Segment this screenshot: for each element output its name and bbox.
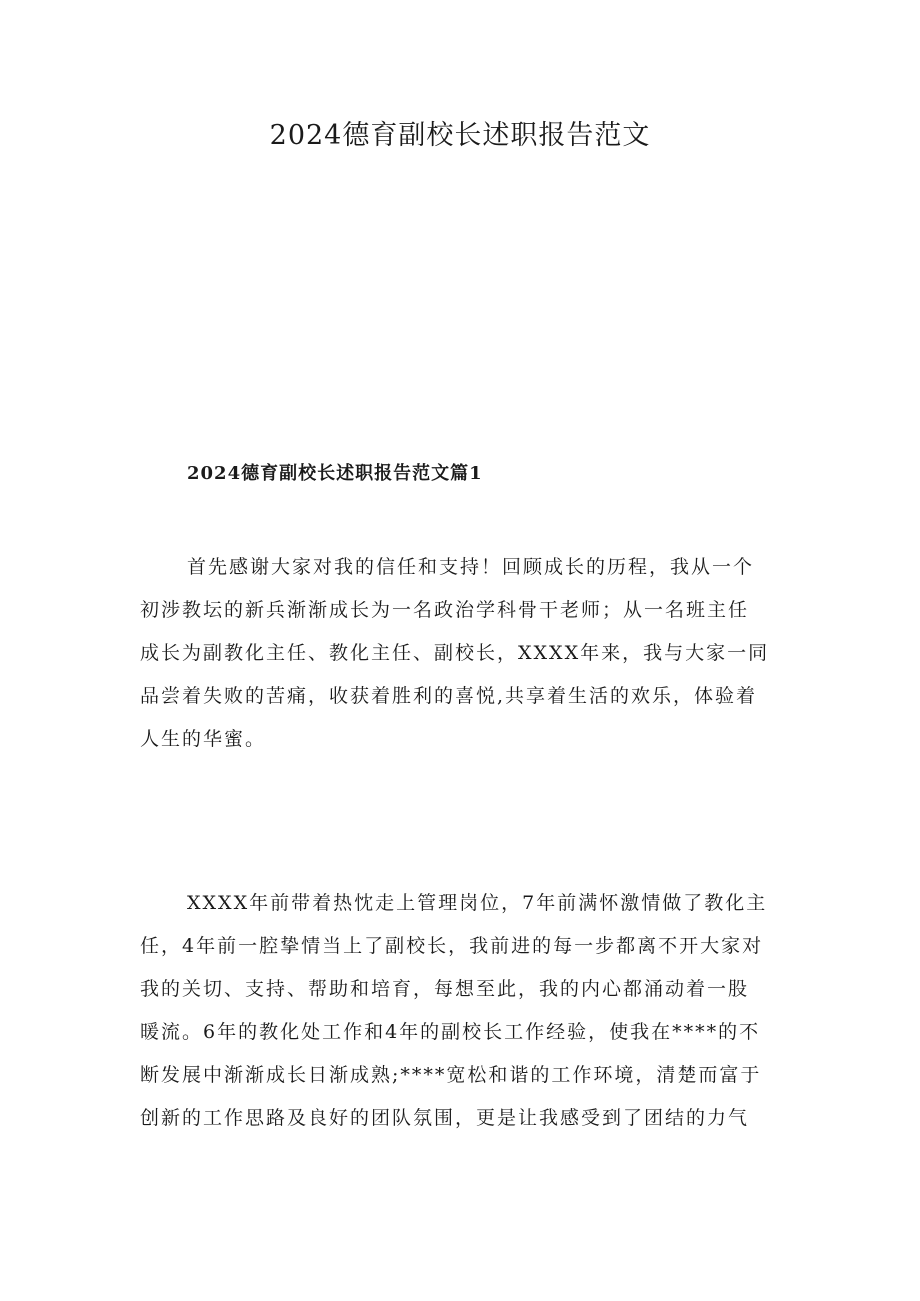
paragraph-line: XXXX年前带着热忱走上管理岗位，7年前满怀激情做了教化主 — [187, 892, 768, 914]
paragraph-2 — [140, 882, 782, 1140]
section-heading: 2024德育副校长述职报告范文篇1 — [187, 463, 483, 484]
paragraph-line: 初涉教坛的新兵渐渐成长为一名政治学科骨干老师；从一名班主任 — [140, 599, 750, 621]
document-title: 2024德育副校长述职报告范文 — [269, 120, 651, 151]
paragraph-line: 断发展中渐渐成长日渐成熟;****宽松和谐的工作环境，清楚而富于 — [140, 1064, 762, 1086]
paragraph-line: 人生的华蜜。 — [140, 728, 267, 750]
paragraph-line: 创新的工作思路及良好的团队氛围，更是让我感受到了团结的力气 — [140, 1107, 750, 1129]
paragraph-line: 首先感谢大家对我的信任和支持！回顾成长的历程，我从一个 — [187, 556, 755, 578]
paragraph-line: 暖流。6年的教化处工作和4年的副校长工作经验，使我在****的不 — [140, 1021, 761, 1043]
paragraph-line: 任，4年前一腔挚情当上了副校长，我前进的每一步都离不开大家对 — [140, 935, 764, 957]
paragraph-line: 品尝着失败的苦痛，收获着胜利的喜悦,共享着生活的欢乐，体验着 — [140, 685, 758, 707]
paragraph-1 — [140, 546, 782, 761]
paragraph-line: 我的关切、支持、帮助和培育，每想至此，我的内心都涌动着一股 — [140, 978, 750, 1000]
paragraph-line: 成长为副教化主任、教化主任、副校长，XXXX年来，我与大家一同 — [140, 642, 770, 664]
